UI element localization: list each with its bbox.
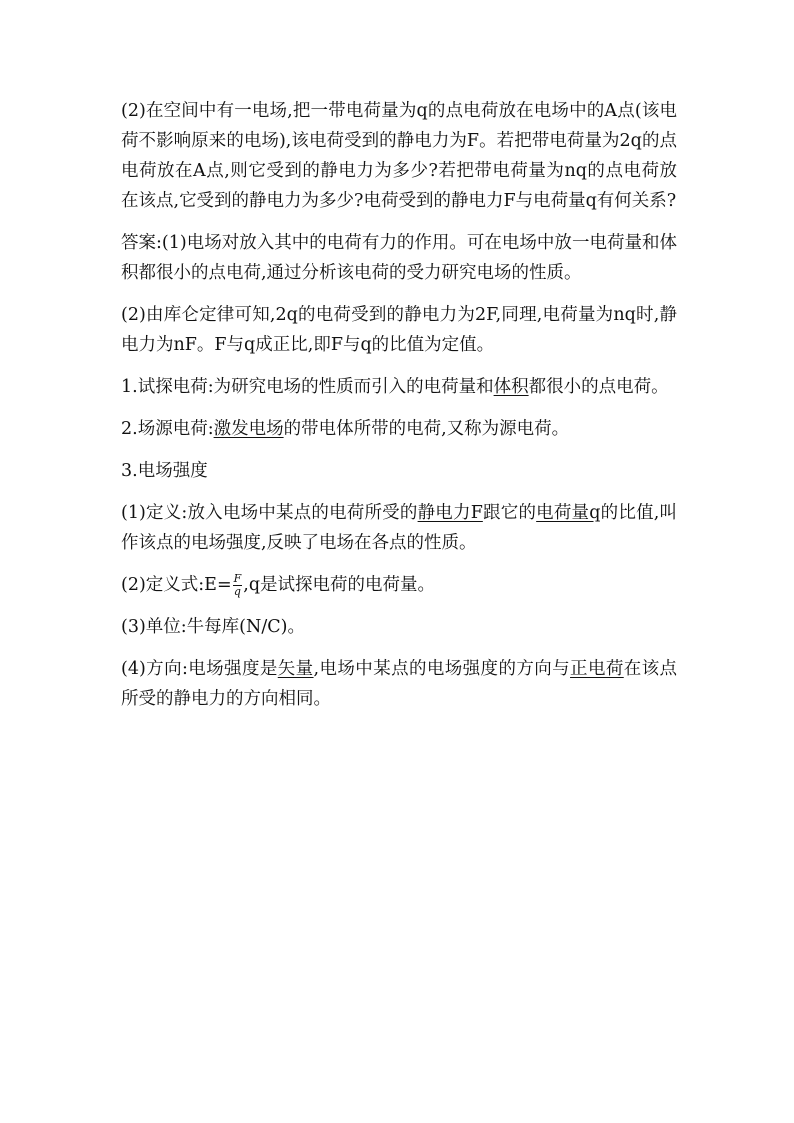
fraction-denominator: q <box>233 585 241 598</box>
source-charge-text-end: 的带电体所带的电荷,又称为源电荷。 <box>283 419 570 439</box>
question-part-2: (2)在空间中有一电场,把一带电荷量为q的点电荷放在电场中的A点(该电荷不影响原来的电场),该电荷受到的静电力为F。若把带电荷量为2q的点电荷放在A点,则它受到的静电力为多少?若把带电荷量为nq的点电荷放在该点,它受到的静电力为多少?电荷受到的静电力F与电荷量q有何关系? <box>121 101 677 211</box>
unit-line: (3)单位:牛每库(N/C)。 <box>121 617 305 637</box>
answer-part-2: (2)由库仑定律可知,2q的电荷受到的静电力为2F,同理,电荷量为nq时,静电力为nF。F与q成正比,即F与q的比值为定值。 <box>121 305 677 355</box>
document-page <box>121 96 677 714</box>
volume-underlined: 体积 <box>493 377 529 397</box>
fraction-f-over-q <box>233 573 243 598</box>
charge-q-underlined: 电荷量q <box>536 503 601 523</box>
definition-text-mid: 跟它的 <box>482 503 537 523</box>
direction-text-end: 在该点所受的静电力的方向相同。 <box>121 659 678 709</box>
vector-underlined: 矢量 <box>277 659 314 679</box>
source-charge-text: 2.场源电荷: <box>121 419 214 439</box>
answer-part-1: 答案:(1)电场对放入其中的电荷有力的作用。可在电场中放一电荷量和体积都很小的点电荷,通过分析该电荷的受力研究电场的性质。 <box>121 233 677 283</box>
direction-text-mid: ,电场中某点的电场强度的方向与 <box>313 659 571 679</box>
formula-prefix: (2)定义式:E= <box>121 575 232 595</box>
test-charge-definition <box>121 372 677 402</box>
definition-text: (1)定义:放入电场中某点的电荷所受的 <box>121 503 418 523</box>
test-charge-text: 1.试探电荷:为研究电场的性质而引入的电荷量和 <box>121 377 494 397</box>
definition-text-end: 的比值,叫作该点的电场强度,反映了电场在各点的性质。 <box>121 503 678 553</box>
fraction-numerator: F <box>233 572 242 585</box>
positive-charge-underlined: 正电荷 <box>570 659 624 679</box>
field-strength-definition <box>121 498 677 558</box>
formula-suffix: ,q是试探电荷的电荷量。 <box>243 575 436 595</box>
direction-line <box>121 654 677 714</box>
defining-formula <box>121 570 677 600</box>
field-strength-heading: 3.电场强度 <box>121 461 208 481</box>
direction-text: (4)方向:电场强度是 <box>121 659 278 679</box>
test-charge-text-end: 都很小的点电荷。 <box>528 377 669 397</box>
force-f-underlined: 静电力F <box>417 503 483 523</box>
source-charge-definition <box>121 414 677 444</box>
excite-field-underlined: 激发电场 <box>213 419 284 439</box>
